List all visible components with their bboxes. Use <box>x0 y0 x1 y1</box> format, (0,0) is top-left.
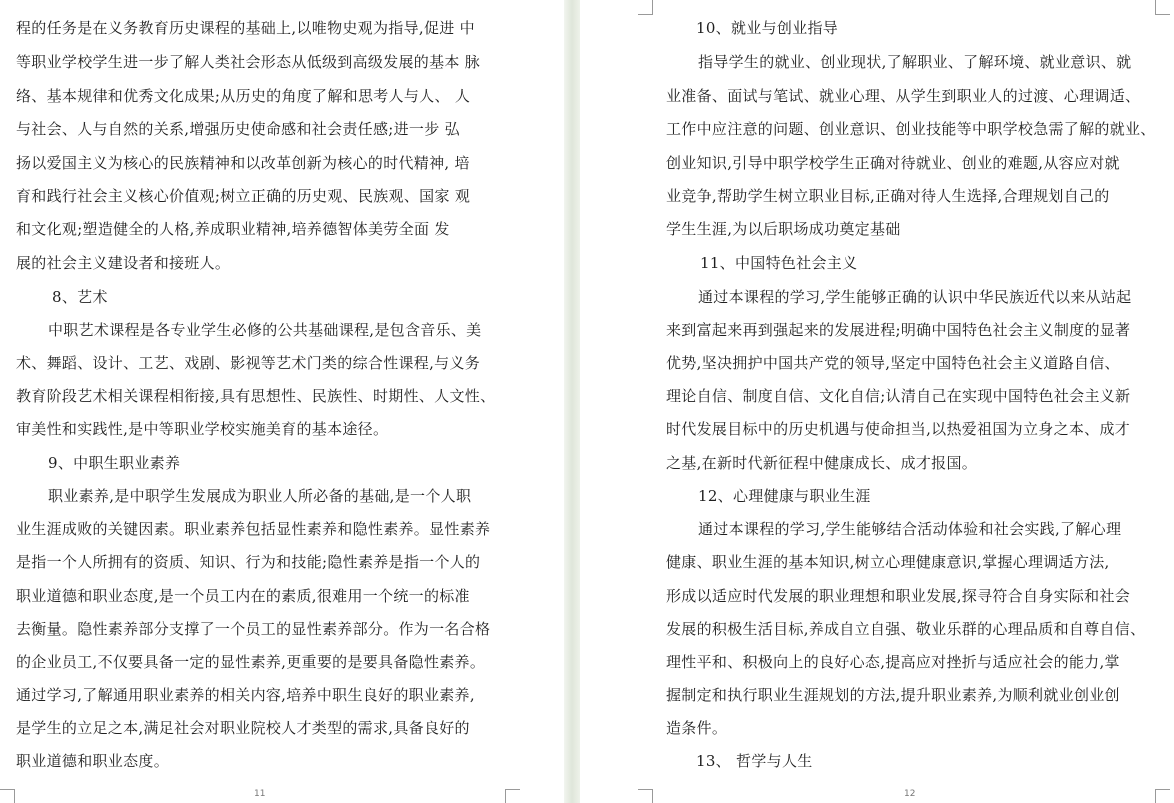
text-line: 发展的积极生活目标,养成自立自强、敬业乐群的心理品质和自尊自信、 <box>666 620 1146 638</box>
text-line: 扬以爱国主义为核心的民族精神和以改革创新为核心的时代精神, 培 <box>16 154 470 172</box>
margin-corner-mark <box>1155 789 1170 803</box>
section-heading: 10、就业与创业指导 <box>696 19 839 37</box>
text-line: 是学生的立足之本,满足社会对职业院校人才类型的需求,具备良好的 <box>16 719 470 737</box>
section-heading: 8、艺术 <box>52 288 108 306</box>
text-line: 通过本课程的学习,学生能够正确的认识中华民族近代以来从站起 <box>698 288 1132 306</box>
text-line: 理论自信、制度自信、文化自信;认清自己在实现中国特色社会主义新 <box>666 387 1131 405</box>
text-line: 程的任务是在义务教育历史课程的基础上,以唯物史观为指导,促进 中 <box>16 19 475 37</box>
text-line: 理性平和、积极向上的良好心态,提高应对挫折与适应社会的能力,掌 <box>666 653 1120 671</box>
margin-corner-mark <box>505 789 520 803</box>
text-line: 来到富起来再到强起来的发展进程;明确中国特色社会主义制度的显著 <box>666 321 1131 339</box>
text-line: 健康、职业生涯的基本知识,树立心理健康意识,掌握心理调适方法, <box>666 553 1110 571</box>
text-line: 络、基本规律和优秀文化成果;从历史的角度了解和思考人与人、 人 <box>16 87 471 105</box>
text-line: 中职艺术课程是各专业学生必修的公共基础课程,是包含音乐、美 <box>48 321 482 339</box>
text-line: 通过学习,了解通用职业素养的相关内容,培养中职生良好的职业素养, <box>16 686 475 704</box>
text-line: 造条件。 <box>666 719 728 737</box>
text-line: 形成以适应时代发展的职业理想和职业发展,探寻符合自身实际和社会 <box>666 587 1131 605</box>
text-line: 职业道德和职业态度。 <box>16 752 170 770</box>
text-line: 业竞争,帮助学生树立职业目标,正确对待人生选择,合理规划自己的 <box>666 187 1110 205</box>
text-line: 去衡量。隐性素养部分支撑了一个员工的显性素养部分。作为一名合格 <box>16 620 491 638</box>
text-line: 审美性和实践性,是中等职业学校实施美育的基本途径。 <box>16 420 389 438</box>
text-line: 是指一个人所拥有的资质、知识、行为和技能;隐性素养是指一个人的 <box>16 553 481 571</box>
margin-corner-mark <box>638 0 653 15</box>
section-heading: 13、 哲学与人生 <box>696 752 813 770</box>
text-line: 等职业学校学生进一步了解人类社会形态从低级到高级发展的基本 脉 <box>16 53 481 71</box>
page-number: 12 <box>904 789 916 799</box>
text-line: 术、舞蹈、设计、工艺、戏剧、影视等艺术门类的综合性课程,与义务 <box>16 354 481 372</box>
text-line: 学生生涯,为以后职场成功奠定基础 <box>666 220 901 238</box>
document-page-left <box>0 0 564 803</box>
text-line: 和文化观;塑造健全的人格,养成职业精神,培养德智体美劳全面 发 <box>16 220 450 238</box>
section-heading: 12、心理健康与职业生涯 <box>698 487 871 505</box>
text-line: 教育阶段艺术相关课程相衔接,具有思想性、民族性、时期性、人文性、 <box>16 387 496 405</box>
section-heading: 9、中职生职业素养 <box>48 454 181 472</box>
text-line: 优势,坚决拥护中国共产党的领导,坚定中国特色社会主义道路自信、 <box>666 354 1120 372</box>
text-line: 职业道德和职业态度,是一个员工内在的素质,很难用一个统一的标准 <box>16 587 470 605</box>
text-line: 业准备、面试与笔试、就业心理、从学生到职业人的过渡、心理调适、 <box>666 87 1141 105</box>
text-line: 握制定和执行职业生涯规划的方法,提升职业素养,为顺利就业创业创 <box>666 686 1120 704</box>
text-line: 与社会、人与自然的关系,增强历史使命感和社会责任感;进一步 弘 <box>16 120 460 138</box>
margin-corner-mark <box>1155 0 1170 15</box>
text-line: 之基,在新时代新征程中健康成长、成才报国。 <box>666 454 978 472</box>
text-line: 指导学生的就业、创业现状,了解职业、了解环境、就业意识、就 <box>698 53 1132 71</box>
text-line: 通过本课程的学习,学生能够结合活动体验和社会实践,了解心理 <box>698 520 1122 538</box>
section-heading: 11、中国特色社会主义 <box>700 254 858 272</box>
text-line: 展的社会主义建设者和接班人。 <box>16 254 231 272</box>
margin-corner-mark <box>638 789 653 803</box>
text-line: 创业知识,引导中职学校学生正确对待就业、创业的难题,从容应对就 <box>666 154 1120 172</box>
text-line: 职业素养,是中职学生发展成为职业人所必备的基础,是一个人职 <box>48 487 472 505</box>
text-line: 业生涯成败的关键因素。职业素养包括显性素养和隐性素养。显性素养 <box>16 520 491 538</box>
text-line: 工作中应注意的问题、创业意识、创业技能等中职学校急需了解的就业、 <box>666 120 1156 138</box>
page-gutter <box>564 0 580 803</box>
page-number: 11 <box>254 789 266 799</box>
text-line: 育和践行社会主义核心价值观;树立正确的历史观、民族观、国家 观 <box>16 187 471 205</box>
document-page-right <box>580 0 1174 803</box>
margin-corner-mark <box>0 789 15 803</box>
text-line: 时代发展目标中的历史机遇与使命担当,以热爱祖国为立身之本、成才 <box>666 420 1131 438</box>
text-line: 的企业员工,不仅要具备一定的显性素养,更重要的是要具备隐性素养。 <box>16 653 486 671</box>
